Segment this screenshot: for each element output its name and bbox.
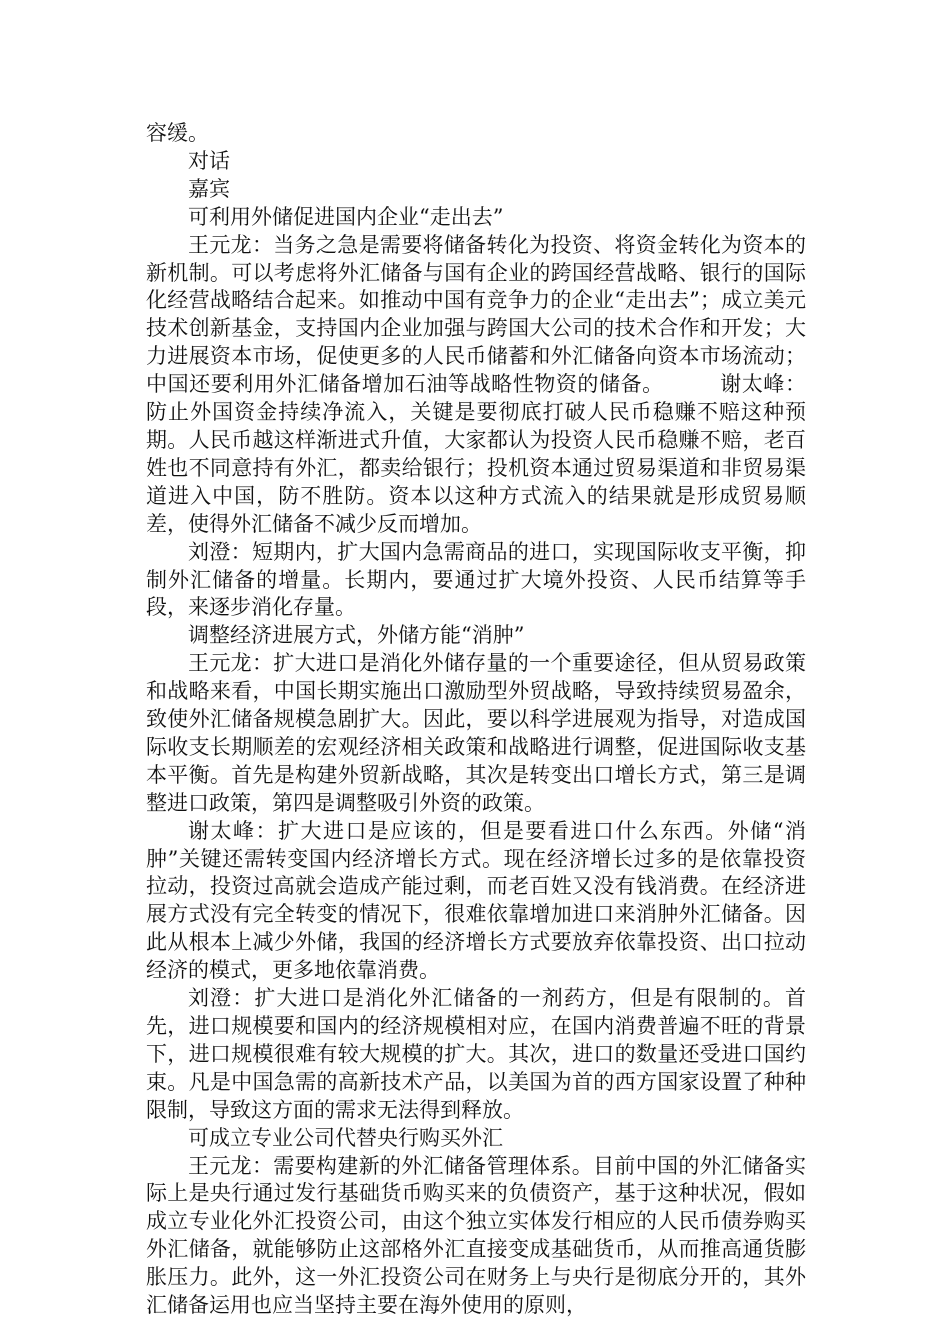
section-heading: 调整经济进展方式，外储方能“消肿” <box>188 623 525 648</box>
paragraph: 王元龙：需要构建新的外汇储备管理体系。目前中国的外汇储备实际上是央行通过发行基础货币购买来的负债资产，基于这种状况，假如成立专业化外汇投资公司，由这个独立实体发行相应的人民币债券购买外汇储备，就能够防止这部格外汇直接变成基础货币，从而推高通货膨胀压力。此外，这一外汇投资公司在财务上与央行是彻底分开的，其外汇储备运用也应当坚持主要在海外使用的原则， <box>146 1153 806 1318</box>
paragraph-text: 王元龙：当务之急是需要将储备转化为投资、将资金转化为资本的新机制。可以考虑将外汇储备与国有企业的跨国经营战略、银行的国际化经营战略结合起来。如推动中国有竞争力的企业“走出去”；成立美元技术创新基金，支持国内企业加强与跨国大公司的技术合作和开发；大力进展资本市场，促使更多的人民币储蓄和外汇储备向资本市场流动；中国还要利用外汇储备增加石油等战略性物资的储备。 <box>146 232 806 397</box>
section-heading: 可成立专业公司代替央行购买外汇 <box>188 1125 503 1150</box>
section-heading: 可利用外储促进国内企业“走出去” <box>188 204 504 229</box>
paragraph: 对话 <box>188 148 230 173</box>
paragraph <box>146 232 806 539</box>
paragraph: 容缓。 <box>146 121 209 145</box>
paragraph: 刘澄：扩大进口是消化外汇储备的一剂药方，但是有限制的。首先，进口规模要和国内的经济规模相对应，在国内消费普遍不旺的背景下，进口规模很难有较大规模的扩大。其次，进口的数量还受进口国约束。凡是中国急需的高新技术产品，以美国为首的西方国家设置了种种限制，导致这方面的需求无法得到释放。 <box>146 986 806 1122</box>
paragraph: 嘉宾 <box>188 176 230 201</box>
paragraph: 谢太峰：扩大进口是应该的，但是要看进口什么东西。外储“消肿”关键还需转变国内经济增长方式。现在经济增长过多的是依靠投资拉动，投资过高就会造成产能过剩，而老百姓又没有钱消费。在经济进展方式没有完全转变的情况下，很难依靠增加进口来消肿外汇储备。因此从根本上减少外储，我国的经济增长方式要放弃依靠投资、出口拉动经济的模式，更多地依靠消费。 <box>146 818 806 983</box>
paragraph: 刘澄：短期内，扩大国内急需商品的进口，实现国际收支平衡，抑制外汇储备的增量。长期内，要通过扩大境外投资、人民币结算等手段，来逐步消化存量。 <box>146 539 806 620</box>
document-body <box>146 120 806 1320</box>
paragraph: 王元龙：扩大进口是消化外储存量的一个重要途径，但从贸易政策和战略来看，中国长期实施出口激励型外贸战略，导致持续贸易盈余，致使外汇储备规模急剧扩大。因此，要以科学进展观为指导，对造成国际收支长期顺差的宏观经济相关政策和战略进行调整，促进国际收支基本平衡。首先是构建外贸新战略，其次是转变出口增长方式，第三是调整进口政策，第四是调整吸引外资的政策。 <box>146 651 806 815</box>
paragraph-continuation: 谢太峰：防止外国资金持续净流入，关键是要彻底打破人民币稳赚不赔这种预期。人民币越这样渐进式升值，大家都认为投资人民币稳赚不赔，老百姓也不同意持有外汇，都卖给银行；投机资本通过贸易渠道和非贸易渠道进入中国，防不胜防。资本以这种方式流入的结果就是形成贸易顺差，使得外汇储备不减少反而增加。 <box>146 372 807 536</box>
